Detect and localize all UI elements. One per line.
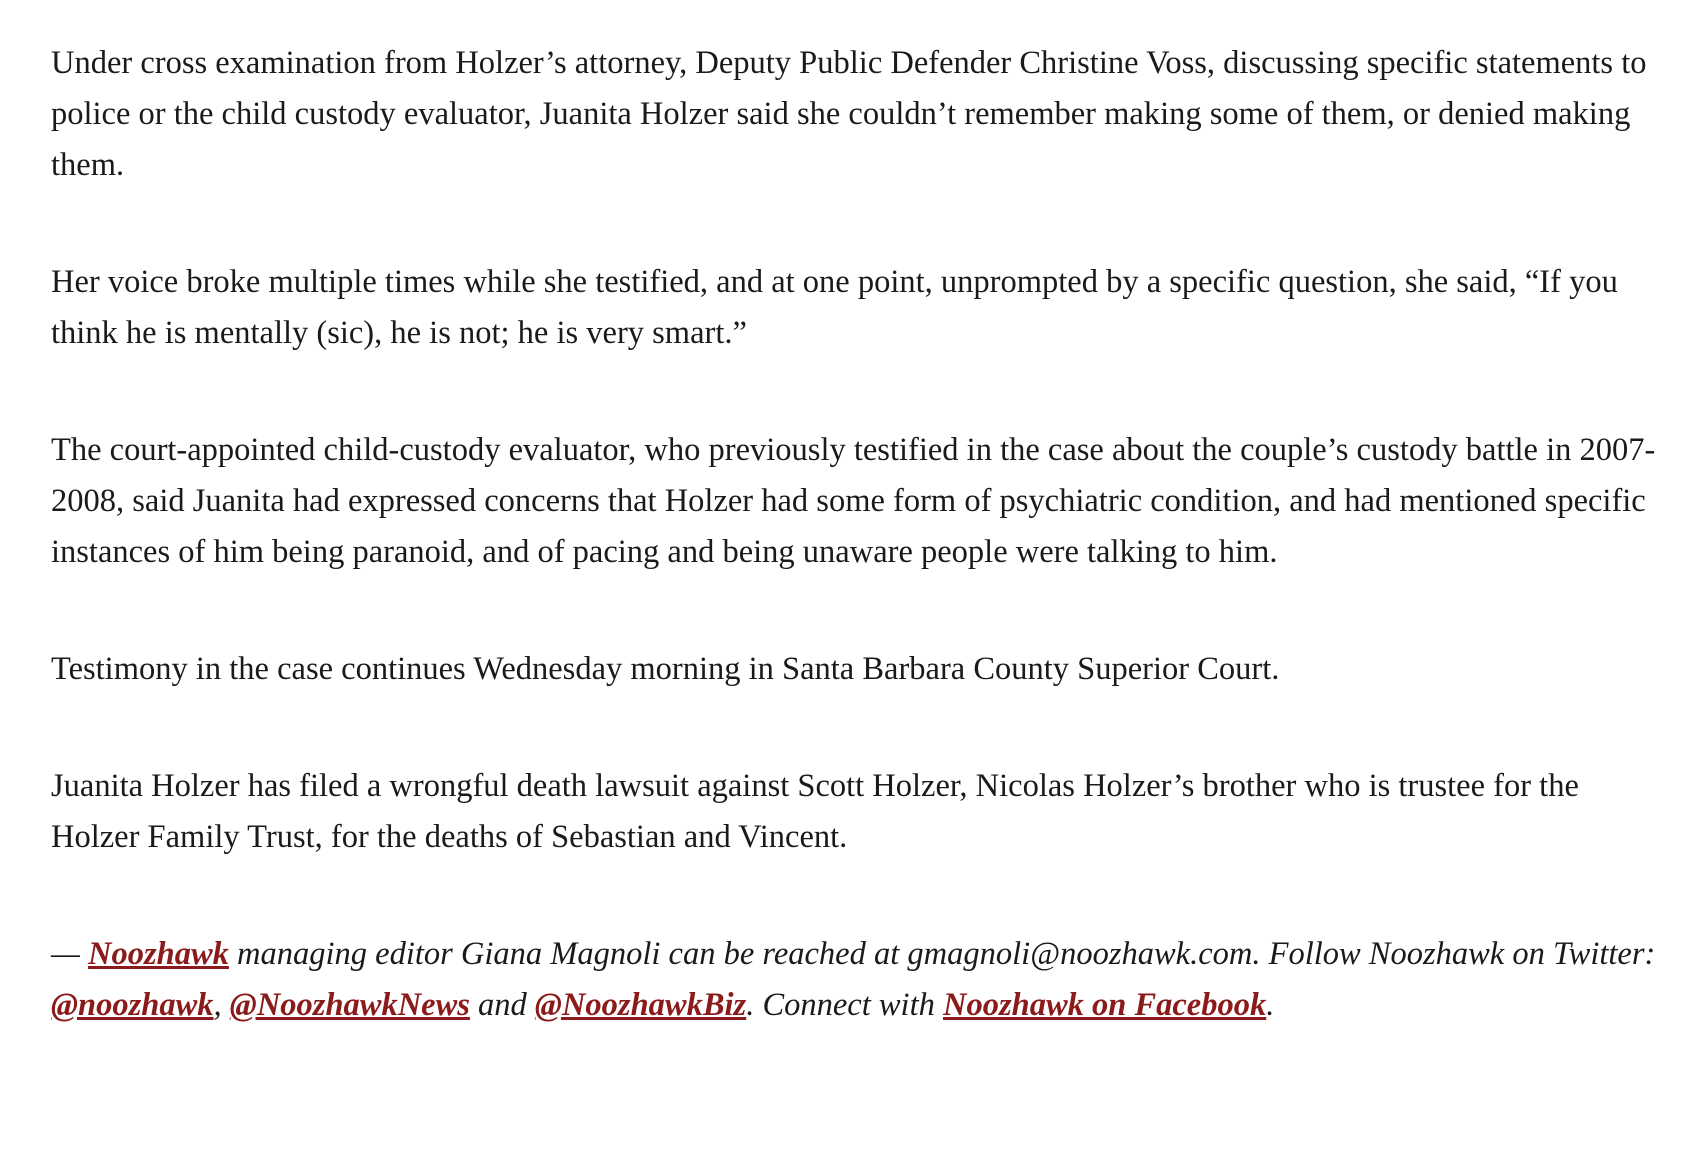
twitter-noozhawknews-link[interactable]: @NoozhawkNews [229, 987, 470, 1023]
twitter-noozhawk-link[interactable]: @noozhawk [51, 987, 214, 1023]
paragraph-custody-evaluator: The court-appointed child-custody evaluator, who previously testified in the case about the couple’s custody battle in 2007-2008, said Juanita had expressed concerns that Holzer had some form of psychiatric condition, and had mentioned specific instances of him being paranoid, and of pacing and being unaware people were talking to him. [51, 432, 1656, 570]
article-body [51, 38, 1671, 1031]
paragraph-voice-broke: Her voice broke multiple times while she testified, and at one point, unprompted by a specific question, she said, “If you think he is mentally (sic), he is not; he is very smart.” [51, 264, 1618, 351]
credit-text-1: managing editor Giana Magnoli can be reached at gmagnoli@noozhawk.com. Follow Noozhawk on Twitter: [228, 936, 1656, 972]
author-credit [51, 929, 1671, 1031]
credit-dash: — [51, 936, 89, 972]
credit-end: . [1266, 987, 1275, 1023]
paragraph-cross-examination: Under cross examination from Holzer’s attorney, Deputy Public Defender Christine Voss, discussing specific statements to police or the child custody evaluator, Juanita Holzer said she couldn’t remember making some of them, or denied making them. [51, 45, 1647, 183]
facebook-link[interactable]: Noozhawk on Facebook [943, 987, 1267, 1023]
credit-sep-2: and [469, 987, 535, 1023]
credit-text-2: . Connect with [746, 987, 943, 1023]
paragraph-wrongful-death: Juanita Holzer has filed a wrongful death lawsuit against Scott Holzer, Nicolas Holzer’s brother who is trustee for the Holzer Family Trust, for the deaths of Sebastian and Vincent. [51, 768, 1579, 855]
twitter-noozhawkbiz-link[interactable]: @NoozhawkBiz [534, 987, 747, 1023]
credit-sep-1: , [213, 987, 230, 1023]
noozhawk-link[interactable]: Noozhawk [88, 936, 229, 972]
paragraph-testimony-continues: Testimony in the case continues Wednesday morning in Santa Barbara County Superior Court. [51, 651, 1280, 687]
